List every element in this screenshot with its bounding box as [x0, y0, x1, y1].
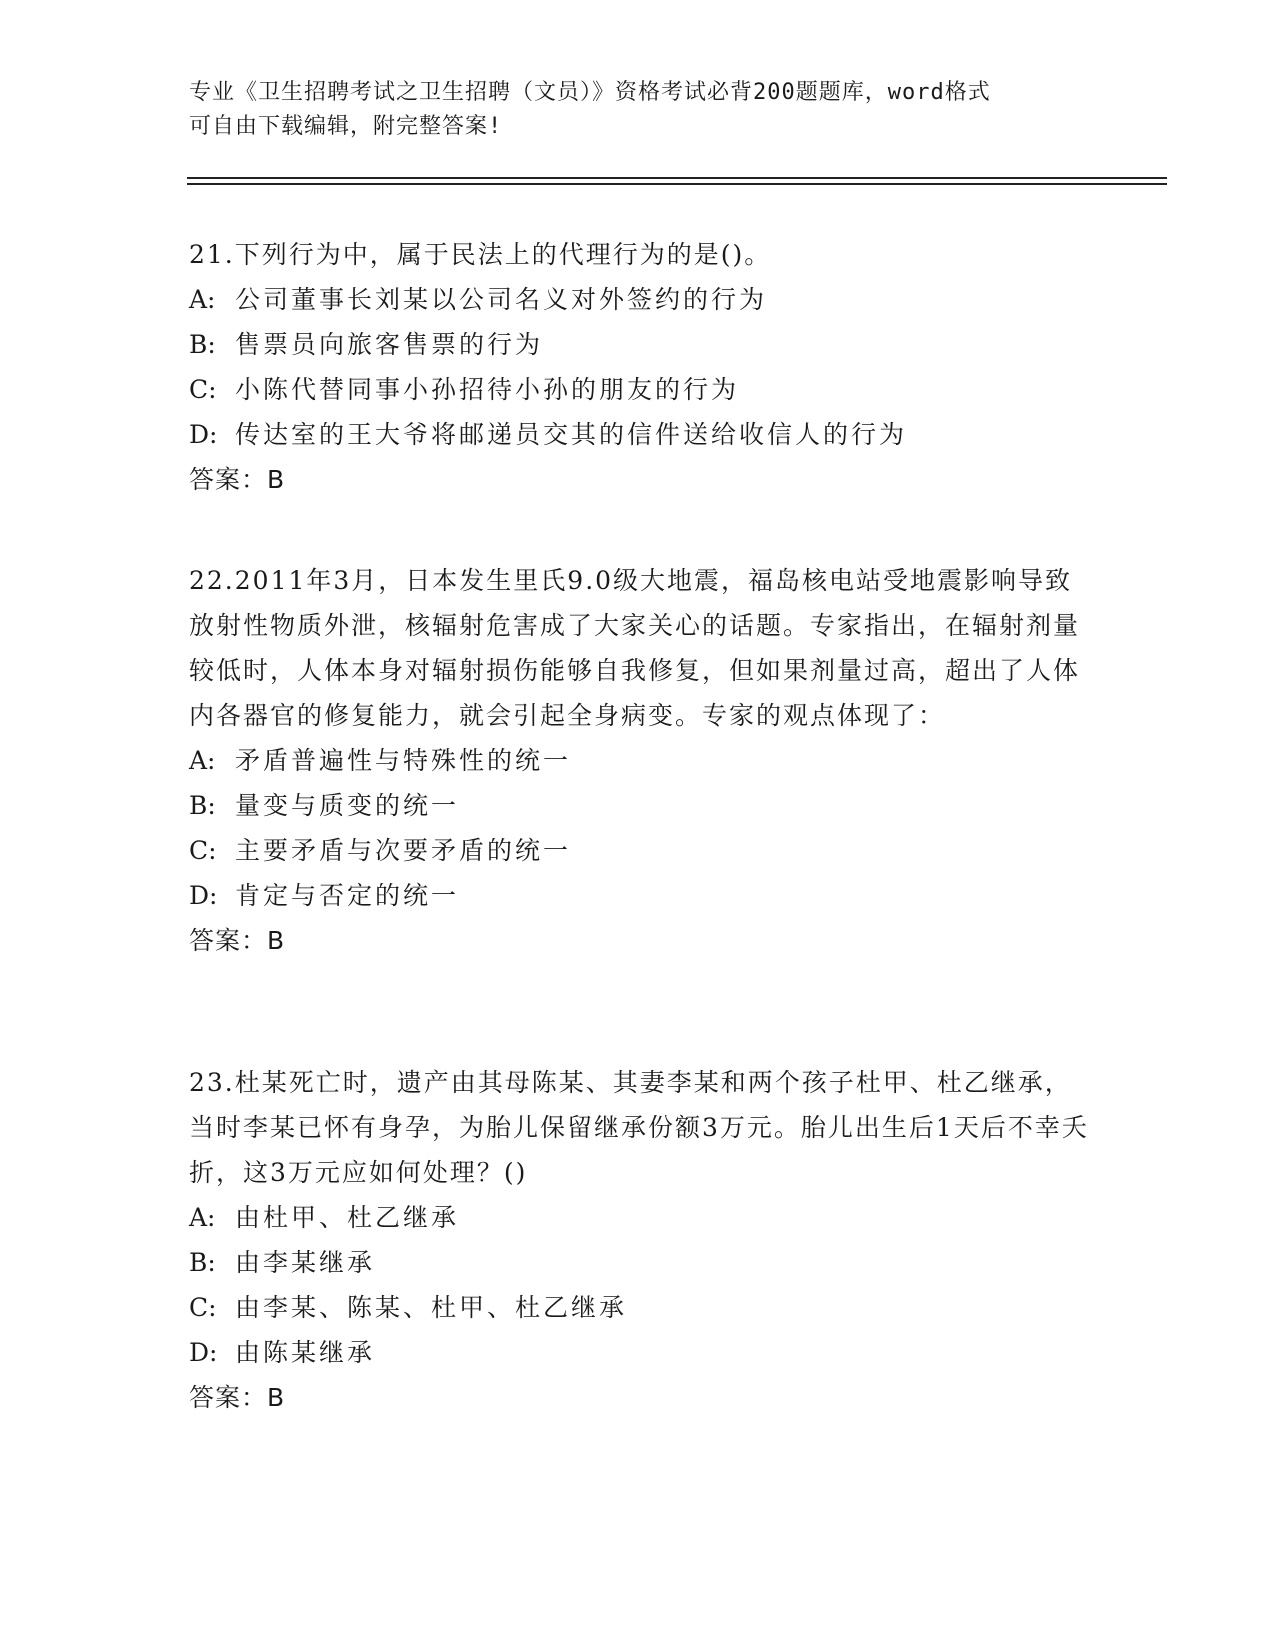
- option-letter: A:: [189, 746, 216, 775]
- option-letter: A:: [189, 1203, 216, 1232]
- option-a: [189, 738, 1089, 783]
- question-22: [189, 558, 1089, 963]
- option-letter: C:: [189, 375, 217, 404]
- question-stem: 21.下列行为中，属于民法上的代理行为的是()。: [189, 240, 772, 269]
- page-header: [189, 76, 1089, 144]
- answer-value: B: [267, 465, 286, 494]
- header-title-line-1: 专业《卫生招聘考试之卫生招聘（文员）》资格考试必背200题题库，word格式: [189, 80, 991, 105]
- option-text: 矛盾普遍性与特殊性的统一: [235, 746, 572, 775]
- option-letter: A:: [189, 285, 216, 314]
- option-d: [189, 1330, 1089, 1375]
- answer-value: B: [267, 1383, 286, 1412]
- option-letter: B:: [189, 1248, 216, 1277]
- option-d: [189, 412, 1089, 457]
- option-letter: B:: [189, 330, 216, 359]
- question-21: [189, 232, 1089, 502]
- header-title-line-2: 可自由下载编辑，附完整答案!: [189, 114, 503, 139]
- option-text: 量变与质变的统一: [235, 791, 460, 820]
- option-text: 小陈代替同事小孙招待小孙的朋友的行为: [235, 375, 740, 404]
- question-stem: 23.杜某死亡时，遗产由其母陈某、其妻李某和两个孩子杜甲、杜乙继承，当时李某已怀有身孕，为胎儿保留继承份额3万元。胎儿出生后1天后不幸夭折，这3万元应如何处理？(): [189, 1068, 1089, 1187]
- option-b: [189, 322, 1089, 367]
- option-a: [189, 1195, 1089, 1240]
- option-b: [189, 783, 1089, 828]
- option-d: [189, 873, 1089, 918]
- header-divider-top: [187, 177, 1167, 179]
- option-text: 公司董事长刘某以公司名义对外签约的行为: [235, 285, 768, 314]
- option-letter: D:: [189, 1338, 218, 1367]
- option-letter: D:: [189, 420, 218, 449]
- option-letter: B:: [189, 791, 216, 820]
- question-23: [189, 1060, 1089, 1420]
- option-c: [189, 1285, 1089, 1330]
- option-text: 由杜甲、杜乙继承: [235, 1203, 460, 1232]
- answer-line: [189, 457, 1089, 502]
- option-text: 由李某、陈某、杜甲、杜乙继承: [235, 1293, 628, 1322]
- option-letter: D:: [189, 881, 218, 910]
- answer-label: 答案：: [189, 465, 268, 494]
- option-text: 肯定与否定的统一: [235, 881, 460, 910]
- answer-line: [189, 1375, 1089, 1420]
- header-divider-bottom: [187, 183, 1167, 185]
- question-stem: 22.2011年3月，日本发生里氏9.0级大地震，福岛核电站受地震影响导致放射性物质外泄，核辐射危害成了大家关心的话题。专家指出，在辐射剂量较低时，人体本身对辐射损伤能够自我修复，但如果剂量过高，超出了人体内各器官的修复能力，就会引起全身病变。专家的观点体现了：: [189, 566, 1081, 730]
- option-text: 由李某继承: [235, 1248, 376, 1277]
- option-b: [189, 1240, 1089, 1285]
- option-c: [189, 367, 1089, 412]
- option-text: 由陈某继承: [235, 1338, 376, 1367]
- answer-line: [189, 918, 1089, 963]
- answer-value: B: [267, 926, 286, 955]
- option-text: 主要矛盾与次要矛盾的统一: [235, 836, 572, 865]
- option-letter: C:: [189, 836, 217, 865]
- option-text: 传达室的王大爷将邮递员交其的信件送给收信人的行为: [235, 420, 908, 449]
- answer-label: 答案：: [189, 1383, 268, 1412]
- option-letter: C:: [189, 1293, 217, 1322]
- answer-label: 答案：: [189, 926, 268, 955]
- option-c: [189, 828, 1089, 873]
- option-text: 售票员向旅客售票的行为: [235, 330, 544, 359]
- option-a: [189, 277, 1089, 322]
